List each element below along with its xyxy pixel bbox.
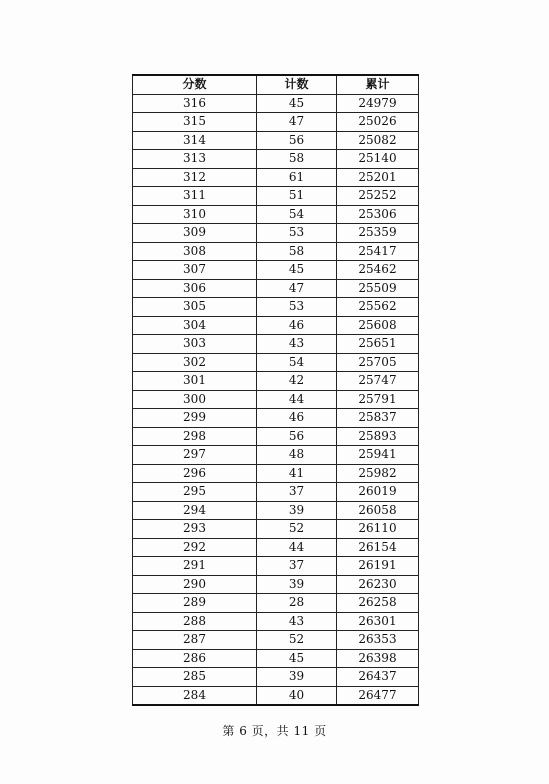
- cell-cumulative: 26058: [337, 501, 419, 520]
- cell-cumulative: 25140: [337, 150, 419, 169]
- table-row: [133, 187, 419, 206]
- cell-cumulative: 25417: [337, 242, 419, 261]
- cell-score: 287: [133, 631, 257, 650]
- table-row: [133, 261, 419, 280]
- page-number-footer: 第 6 页，共 11 页: [222, 724, 327, 738]
- cell-cumulative: 25201: [337, 168, 419, 187]
- cell-cumulative: 25026: [337, 113, 419, 132]
- table-row: [133, 131, 419, 150]
- table-row: [133, 205, 419, 224]
- table-row: [133, 409, 419, 428]
- cell-count: 45: [257, 261, 337, 280]
- cell-count: 51: [257, 187, 337, 206]
- header-count: 计数: [257, 75, 337, 94]
- cell-score: 312: [133, 168, 257, 187]
- cell-count: 40: [257, 686, 337, 705]
- cell-cumulative: 25359: [337, 224, 419, 243]
- table-row: [133, 612, 419, 631]
- cell-cumulative: 26230: [337, 575, 419, 594]
- cell-score: 302: [133, 353, 257, 372]
- score-table-body: [133, 94, 419, 705]
- cell-cumulative: 25562: [337, 298, 419, 317]
- cell-count: 45: [257, 94, 337, 113]
- cell-count: 54: [257, 353, 337, 372]
- cell-cumulative: 25462: [337, 261, 419, 280]
- cell-cumulative: 25982: [337, 464, 419, 483]
- table-row: [133, 353, 419, 372]
- cell-count: 58: [257, 150, 337, 169]
- score-table-header: [133, 75, 419, 94]
- cell-count: 39: [257, 501, 337, 520]
- cell-count: 52: [257, 631, 337, 650]
- cell-count: 54: [257, 205, 337, 224]
- cell-score: 308: [133, 242, 257, 261]
- cell-score: 307: [133, 261, 257, 280]
- cell-score: 291: [133, 557, 257, 576]
- cell-cumulative: 25893: [337, 427, 419, 446]
- cell-cumulative: 26477: [337, 686, 419, 705]
- cell-score: 297: [133, 446, 257, 465]
- cell-score: 305: [133, 298, 257, 317]
- table-row: [133, 94, 419, 113]
- score-table: [132, 74, 419, 706]
- cell-score: 301: [133, 372, 257, 391]
- cell-count: 53: [257, 224, 337, 243]
- cell-score: 303: [133, 335, 257, 354]
- cell-score: 285: [133, 668, 257, 687]
- cell-count: 47: [257, 279, 337, 298]
- cell-count: 47: [257, 113, 337, 132]
- cell-count: 39: [257, 575, 337, 594]
- cell-cumulative: 26019: [337, 483, 419, 502]
- cell-cumulative: 26437: [337, 668, 419, 687]
- cell-cumulative: 25837: [337, 409, 419, 428]
- cell-cumulative: 26191: [337, 557, 419, 576]
- cell-count: 42: [257, 372, 337, 391]
- cell-score: 290: [133, 575, 257, 594]
- table-row: [133, 631, 419, 650]
- cell-count: 46: [257, 316, 337, 335]
- cell-score: 316: [133, 94, 257, 113]
- cell-score: 284: [133, 686, 257, 705]
- cell-score: 296: [133, 464, 257, 483]
- cell-count: 37: [257, 557, 337, 576]
- cell-score: 295: [133, 483, 257, 502]
- cell-count: 61: [257, 168, 337, 187]
- table-row: [133, 298, 419, 317]
- cell-score: 286: [133, 649, 257, 668]
- cell-count: 48: [257, 446, 337, 465]
- cell-score: 314: [133, 131, 257, 150]
- cell-score: 299: [133, 409, 257, 428]
- cell-count: 44: [257, 538, 337, 557]
- cell-score: 294: [133, 501, 257, 520]
- cell-cumulative: 25082: [337, 131, 419, 150]
- table-row: [133, 372, 419, 391]
- header-score: 分数: [133, 75, 257, 94]
- cell-count: 56: [257, 427, 337, 446]
- cell-cumulative: 25608: [337, 316, 419, 335]
- table-row: [133, 649, 419, 668]
- table-row: [133, 150, 419, 169]
- table-row: [133, 501, 419, 520]
- cell-score: 293: [133, 520, 257, 539]
- cell-cumulative: 24979: [337, 94, 419, 113]
- cell-cumulative: 25747: [337, 372, 419, 391]
- cell-cumulative: 26398: [337, 649, 419, 668]
- cell-cumulative: 25651: [337, 335, 419, 354]
- cell-count: 28: [257, 594, 337, 613]
- table-row: [133, 427, 419, 446]
- cell-cumulative: 26258: [337, 594, 419, 613]
- cell-count: 39: [257, 668, 337, 687]
- cell-score: 315: [133, 113, 257, 132]
- cell-score: 300: [133, 390, 257, 409]
- table-row: [133, 242, 419, 261]
- cell-count: 44: [257, 390, 337, 409]
- table-row: [133, 464, 419, 483]
- cell-score: 288: [133, 612, 257, 631]
- table-row: [133, 686, 419, 705]
- table-row: [133, 316, 419, 335]
- cell-count: 45: [257, 649, 337, 668]
- cell-score: 313: [133, 150, 257, 169]
- table-row: [133, 113, 419, 132]
- table-row: [133, 279, 419, 298]
- cell-cumulative: 26110: [337, 520, 419, 539]
- table-row: [133, 668, 419, 687]
- table-row: [133, 575, 419, 594]
- cell-count: 53: [257, 298, 337, 317]
- cell-count: 37: [257, 483, 337, 502]
- table-row: [133, 520, 419, 539]
- cell-score: 309: [133, 224, 257, 243]
- cell-cumulative: 25941: [337, 446, 419, 465]
- cell-cumulative: 25509: [337, 279, 419, 298]
- cell-score: 298: [133, 427, 257, 446]
- cell-score: 304: [133, 316, 257, 335]
- table-row: [133, 390, 419, 409]
- cell-cumulative: 26301: [337, 612, 419, 631]
- table-row: [133, 224, 419, 243]
- header-row: [133, 75, 419, 94]
- cell-score: 311: [133, 187, 257, 206]
- header-cumulative: 累计: [337, 75, 419, 94]
- cell-count: 58: [257, 242, 337, 261]
- cell-count: 43: [257, 335, 337, 354]
- cell-score: 306: [133, 279, 257, 298]
- cell-cumulative: 26154: [337, 538, 419, 557]
- table-row: [133, 446, 419, 465]
- cell-cumulative: 26353: [337, 631, 419, 650]
- table-row: [133, 335, 419, 354]
- cell-score: 292: [133, 538, 257, 557]
- table-row: [133, 557, 419, 576]
- cell-count: 41: [257, 464, 337, 483]
- cell-cumulative: 25705: [337, 353, 419, 372]
- table-row: [133, 168, 419, 187]
- table-row: [133, 483, 419, 502]
- cell-count: 52: [257, 520, 337, 539]
- cell-cumulative: 25252: [337, 187, 419, 206]
- cell-count: 43: [257, 612, 337, 631]
- cell-score: 289: [133, 594, 257, 613]
- table-row: [133, 538, 419, 557]
- cell-cumulative: 25791: [337, 390, 419, 409]
- table-row: [133, 594, 419, 613]
- cell-cumulative: 25306: [337, 205, 419, 224]
- cell-score: 310: [133, 205, 257, 224]
- cell-count: 46: [257, 409, 337, 428]
- cell-count: 56: [257, 131, 337, 150]
